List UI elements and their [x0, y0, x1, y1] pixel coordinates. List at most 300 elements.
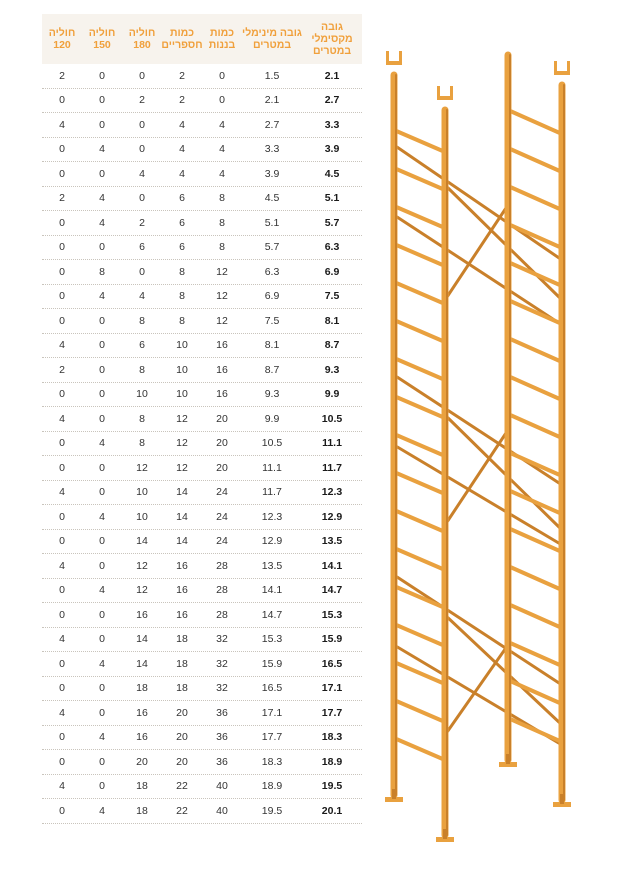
table-cell: 14: [136, 657, 148, 670]
header-line2: במטרים: [312, 45, 352, 57]
header-line1: כמות: [169, 27, 195, 39]
table-cell: 18.9: [261, 780, 283, 793]
table-cell: 17.1: [321, 682, 343, 695]
table-cell: 0: [59, 265, 65, 278]
table-cell: 12.9: [261, 535, 283, 548]
header-segment-120: [42, 14, 82, 64]
table-cell: 4.5: [324, 167, 340, 180]
table-cell: 4: [99, 804, 105, 817]
table-row: [42, 64, 362, 89]
table-cell: 0: [59, 755, 65, 768]
scaffold-base-jack: [443, 829, 447, 839]
table-cell: 17.7: [261, 731, 283, 744]
table-cell: 4: [99, 584, 105, 597]
table-cell: 2.1: [264, 94, 280, 107]
table-cell: 14.1: [261, 584, 283, 597]
table-row: [42, 677, 362, 702]
table-cell: 0: [139, 69, 145, 82]
table-cell: 32: [216, 657, 228, 670]
table-cell: 32: [216, 682, 228, 695]
table-cell: 20: [136, 755, 148, 768]
table-cell: 6: [179, 241, 185, 254]
header-line1: גובה מקסימלי: [311, 21, 353, 45]
table-cell: 0: [59, 314, 65, 327]
scaffold-brace: [445, 645, 508, 735]
table-cell: 14: [136, 535, 148, 548]
table-cell: 12: [216, 314, 228, 327]
scaffold-rung: [508, 186, 562, 210]
table-row: [42, 211, 362, 236]
scaffold-rung: [394, 662, 445, 684]
table-cell: 2: [179, 69, 185, 82]
scaffold-brace: [445, 205, 508, 300]
table-cell: 12.9: [321, 510, 343, 523]
scaffold-uhead: [567, 61, 570, 73]
table-cell: 0: [59, 437, 65, 450]
header-min-height: [242, 14, 302, 64]
scaffold-base-jack: [560, 794, 564, 804]
table-cell: 2: [59, 192, 65, 205]
table-cell: 17.1: [261, 706, 283, 719]
header-line1: גובה מינימלי: [242, 27, 302, 39]
table-cell: 8: [139, 412, 145, 425]
table-cell: 12.3: [321, 486, 343, 499]
header-line2: 150: [93, 39, 111, 51]
table-cell: 14.7: [321, 584, 343, 597]
table-cell: 6.9: [324, 265, 340, 278]
scaffold-rung: [508, 376, 562, 400]
table-cell: 16.5: [261, 682, 283, 695]
table-cell: 0: [219, 94, 225, 107]
table-cell: 3.9: [264, 167, 280, 180]
table-row: [42, 162, 362, 187]
scaffold-rung: [508, 414, 562, 438]
table-cell: 0: [99, 755, 105, 768]
table-cell: 4: [59, 780, 65, 793]
table-cell: 16: [176, 559, 188, 572]
table-cell: 4: [139, 290, 145, 303]
table-cell: 0: [219, 69, 225, 82]
table-cell: 18: [136, 682, 148, 695]
table-cell: 10: [136, 388, 148, 401]
table-cell: 10: [176, 388, 188, 401]
table-cell: 16: [136, 608, 148, 621]
table-cell: 0: [99, 314, 105, 327]
table-cell: 8.1: [264, 339, 280, 352]
table-cell: 0: [59, 216, 65, 229]
table-row: [42, 530, 362, 555]
table-row: [42, 726, 362, 751]
table-cell: 8: [139, 437, 145, 450]
header-line2: 120: [53, 39, 71, 51]
table-cell: 4: [179, 118, 185, 131]
table-cell: 8: [139, 363, 145, 376]
table-cell: 0: [59, 167, 65, 180]
scaffold-rung: [508, 718, 562, 742]
table-cell: 10: [136, 510, 148, 523]
table-row: [42, 309, 362, 334]
table-cell: 8: [179, 314, 185, 327]
table-row: [42, 750, 362, 775]
scaffold-rung: [394, 358, 445, 380]
table-cell: 3.3: [324, 118, 340, 131]
table-cell: 4: [99, 657, 105, 670]
table-cell: 20: [216, 461, 228, 474]
table-cell: 4.5: [264, 192, 280, 205]
scaffold-rung: [508, 604, 562, 628]
header-line1: חוליה: [48, 27, 76, 39]
scaffold-uhead: [399, 51, 402, 63]
scaffold-rung: [394, 624, 445, 646]
table-cell: 2: [139, 94, 145, 107]
table-cell: 14.1: [321, 559, 343, 572]
table-cell: 18: [176, 633, 188, 646]
table-cell: 15.9: [321, 633, 343, 646]
table-cell: 0: [59, 731, 65, 744]
table-cell: 4: [139, 167, 145, 180]
table-cell: 8: [179, 265, 185, 278]
scaffold-rung: [394, 396, 445, 418]
table-row: [42, 383, 362, 408]
table-cell: 14: [136, 633, 148, 646]
table-cell: 4: [99, 143, 105, 156]
table-cell: 14.7: [261, 608, 283, 621]
table-cell: 4: [59, 706, 65, 719]
table-cell: 0: [99, 780, 105, 793]
scaffold-uhead: [554, 61, 557, 73]
table-cell: 6: [179, 216, 185, 229]
table-row: [42, 554, 362, 579]
table-cell: 24: [216, 535, 228, 548]
table-cell: 22: [176, 804, 188, 817]
table-cell: 7.5: [324, 290, 340, 303]
table-row: [42, 187, 362, 212]
table-cell: 18: [176, 657, 188, 670]
table-cell: 18: [136, 804, 148, 817]
table-cell: 8: [99, 265, 105, 278]
table-cell: 8.1: [324, 314, 340, 327]
table-cell: 15.9: [261, 657, 283, 670]
table-cell: 12: [216, 265, 228, 278]
table-cell: 1.5: [264, 69, 280, 82]
table-header: [42, 14, 362, 64]
header-braces-count: [162, 14, 202, 64]
scaffold-brace: [394, 575, 562, 685]
scaffold-rung: [394, 472, 445, 494]
header-segment-180: [122, 14, 162, 64]
table-cell: 0: [59, 682, 65, 695]
table-row: [42, 603, 362, 628]
table-cell: 8.7: [264, 363, 280, 376]
table-cell: 6.3: [264, 265, 280, 278]
table-row: [42, 236, 362, 261]
table-cell: 4: [179, 167, 185, 180]
table-row: [42, 579, 362, 604]
scaffold-rung: [394, 510, 445, 532]
table-cell: 40: [216, 804, 228, 817]
table-cell: 12: [176, 437, 188, 450]
table-cell: 28: [216, 584, 228, 597]
table-row: [42, 285, 362, 310]
table-cell: 2: [59, 363, 65, 376]
table-cell: 0: [59, 535, 65, 548]
scaffold-rung: [394, 548, 445, 570]
table-cell: 12: [216, 290, 228, 303]
table-cell: 19.5: [321, 780, 343, 793]
table-cell: 20: [176, 706, 188, 719]
scaffold-rung: [394, 434, 445, 456]
table-cell: 36: [216, 731, 228, 744]
table-cell: 6: [139, 339, 145, 352]
scaffold-uhead: [437, 86, 440, 98]
table-cell: 18.3: [321, 731, 343, 744]
table-cell: 3.9: [324, 143, 340, 156]
table-row: [42, 113, 362, 138]
table-cell: 17.7: [321, 706, 343, 719]
table-cell: 5.7: [264, 241, 280, 254]
table-cell: 0: [99, 363, 105, 376]
scaffold-rung: [508, 262, 562, 286]
table-cell: 0: [99, 118, 105, 131]
table-cell: 4: [219, 118, 225, 131]
table-row: [42, 481, 362, 506]
table-cell: 0: [99, 388, 105, 401]
table-cell: 18.9: [321, 755, 343, 768]
table-cell: 0: [99, 608, 105, 621]
table-cell: 4: [59, 118, 65, 131]
table-cell: 32: [216, 633, 228, 646]
table-cell: 0: [99, 706, 105, 719]
scaffold-tower-icon: [370, 45, 600, 860]
table-cell: 4: [59, 412, 65, 425]
table-cell: 2: [179, 94, 185, 107]
table-row: [42, 260, 362, 285]
table-row: [42, 628, 362, 653]
scaffold-rung: [394, 244, 445, 266]
table-cell: 12: [176, 461, 188, 474]
table-cell: 0: [99, 682, 105, 695]
table-cell: 20: [176, 731, 188, 744]
table-cell: 20: [176, 755, 188, 768]
table-cell: 11.1: [322, 437, 342, 450]
table-cell: 36: [216, 706, 228, 719]
table-cell: 6: [179, 192, 185, 205]
table-cell: 0: [139, 192, 145, 205]
table-cell: 0: [139, 265, 145, 278]
table-cell: 5.1: [264, 216, 280, 229]
table-row: [42, 358, 362, 383]
table-cell: 16: [216, 363, 228, 376]
scaffold-rung: [394, 700, 445, 722]
table-cell: 40: [216, 780, 228, 793]
header-line2: בננות: [208, 39, 236, 51]
table-cell: 12: [176, 412, 188, 425]
table-cell: 8.7: [324, 339, 340, 352]
table-cell: 2: [59, 69, 65, 82]
table-cell: 4: [99, 437, 105, 450]
scaffold-uhead: [450, 86, 453, 98]
table-row: [42, 456, 362, 481]
table-cell: 16: [136, 731, 148, 744]
table-cell: 18.3: [261, 755, 283, 768]
table-cell: 24: [216, 510, 228, 523]
scaffold-rung: [394, 320, 445, 342]
table-row: [42, 799, 362, 824]
table-cell: 0: [59, 461, 65, 474]
table-cell: 10.5: [321, 412, 343, 425]
table-cell: 4: [219, 143, 225, 156]
table-cell: 28: [216, 559, 228, 572]
table-cell: 4: [99, 192, 105, 205]
table-cell: 5.7: [324, 216, 340, 229]
scaffold-uhead: [386, 51, 389, 63]
table-cell: 8: [219, 192, 225, 205]
table-cell: 16: [176, 608, 188, 621]
table-cell: 0: [99, 94, 105, 107]
table-cell: 11.1: [262, 461, 282, 474]
table-cell: 9.3: [264, 388, 280, 401]
table-cell: 12: [136, 584, 148, 597]
scaffold-rung: [394, 586, 445, 608]
table-cell: 9.9: [264, 412, 280, 425]
scaffold-rung: [508, 148, 562, 172]
table-cell: 0: [99, 241, 105, 254]
table-cell: 0: [99, 339, 105, 352]
table-cell: 24: [216, 486, 228, 499]
table-cell: 10: [176, 339, 188, 352]
table-cell: 15.3: [261, 633, 283, 646]
table-row: [42, 775, 362, 800]
table-cell: 4: [99, 731, 105, 744]
table-cell: 8: [179, 290, 185, 303]
table-row: [42, 505, 362, 530]
table-cell: 6.3: [324, 241, 340, 254]
table-cell: 0: [99, 167, 105, 180]
table-cell: 2: [139, 216, 145, 229]
table-cell: 12: [136, 461, 148, 474]
scaffold-brace: [394, 215, 562, 325]
table-cell: 0: [99, 412, 105, 425]
header-line1: חוליה: [88, 27, 116, 39]
table-cell: 4: [99, 216, 105, 229]
scaffold-rung: [394, 282, 445, 304]
scaffold-rung: [508, 300, 562, 324]
table-cell: 4: [59, 633, 65, 646]
table-cell: 16: [216, 339, 228, 352]
table-cell: 15.3: [321, 608, 343, 621]
table-cell: 10: [136, 486, 148, 499]
table-cell: 13.5: [321, 535, 343, 548]
table-cell: 0: [139, 143, 145, 156]
table-cell: 11.7: [262, 486, 282, 499]
table-cell: 14: [176, 510, 188, 523]
table-cell: 0: [59, 388, 65, 401]
table-row: [42, 652, 362, 677]
table-cell: 8: [219, 216, 225, 229]
table-cell: 14: [176, 535, 188, 548]
table-cell: 4: [99, 510, 105, 523]
table-cell: 14: [176, 486, 188, 499]
header-line2: 180: [133, 39, 151, 51]
table-row: [42, 432, 362, 457]
table-cell: 0: [59, 657, 65, 670]
table-cell: 16.5: [321, 657, 343, 670]
table-cell: 0: [59, 94, 65, 107]
table-cell: 0: [139, 118, 145, 131]
scaffold-rung: [508, 490, 562, 514]
header-line1: חוליה: [128, 27, 156, 39]
header-line2: במטרים: [252, 39, 292, 51]
table-cell: 9.3: [324, 363, 340, 376]
table-cell: 3.3: [264, 143, 280, 156]
table-cell: 20: [216, 412, 228, 425]
table-row: [42, 138, 362, 163]
table-cell: 0: [59, 584, 65, 597]
table-cell: 4: [179, 143, 185, 156]
table-cell: 12.3: [261, 510, 283, 523]
table-body: [42, 64, 362, 824]
table-cell: 0: [99, 486, 105, 499]
table-cell: 16: [176, 584, 188, 597]
table-cell: 0: [59, 608, 65, 621]
table-cell: 20: [216, 437, 228, 450]
table-cell: 4: [59, 559, 65, 572]
table-cell: 0: [99, 633, 105, 646]
table-cell: 5.1: [324, 192, 340, 205]
table-cell: 10.5: [261, 437, 283, 450]
scaffold-rung: [394, 168, 445, 190]
table-cell: 13.5: [261, 559, 283, 572]
scaffold-rung: [394, 206, 445, 228]
scaffold-rung: [394, 738, 445, 760]
table-cell: 4: [219, 167, 225, 180]
table-cell: 28: [216, 608, 228, 621]
table-cell: 0: [59, 241, 65, 254]
table-cell: 22: [176, 780, 188, 793]
scaffold-brace: [394, 445, 562, 545]
table-cell: 0: [59, 804, 65, 817]
table-cell: 12: [136, 559, 148, 572]
table-cell: 8: [139, 314, 145, 327]
scaffold-rung: [508, 224, 562, 248]
table-cell: 9.9: [324, 388, 340, 401]
table-cell: 10: [176, 363, 188, 376]
table-row: [42, 334, 362, 359]
table-cell: 16: [216, 388, 228, 401]
table-cell: 6.9: [264, 290, 280, 303]
table-cell: 36: [216, 755, 228, 768]
scaffold-rung: [508, 110, 562, 134]
table-cell: 0: [59, 143, 65, 156]
table-cell: 6: [139, 241, 145, 254]
scaffold-base-jack: [506, 754, 510, 764]
table-cell: 0: [59, 510, 65, 523]
table-cell: 11.7: [322, 461, 342, 474]
header-segment-150: [82, 14, 122, 64]
table-cell: 7.5: [264, 314, 280, 327]
table-cell: 8: [219, 241, 225, 254]
table-cell: 2.7: [264, 118, 280, 131]
table-cell: 0: [99, 535, 105, 548]
header-line1: כמות: [209, 27, 235, 39]
height-table: [42, 14, 362, 824]
table-cell: 4: [59, 339, 65, 352]
table-row: [42, 701, 362, 726]
scaffold-rung: [508, 338, 562, 362]
table-cell: 18: [136, 780, 148, 793]
header-banana-count: [202, 14, 242, 64]
table-cell: 16: [136, 706, 148, 719]
